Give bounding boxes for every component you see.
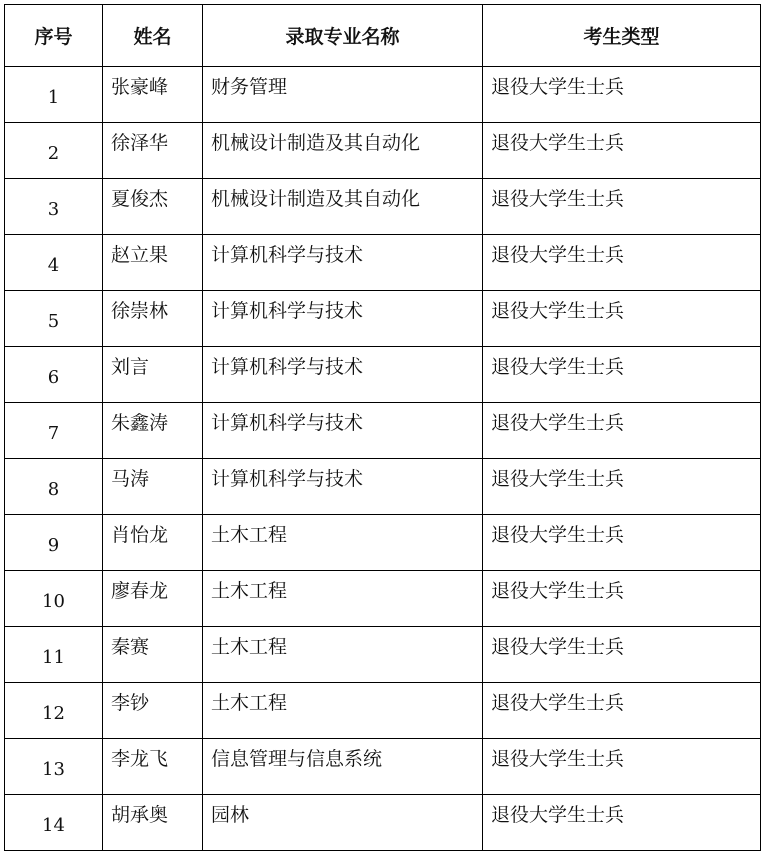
cell-major: 土木工程 <box>203 683 483 739</box>
cell-name: 张豪峰 <box>103 67 203 123</box>
cell-name: 李龙飞 <box>103 739 203 795</box>
cell-seq: 1 <box>5 67 103 123</box>
cell-name: 肖怡龙 <box>103 515 203 571</box>
cell-seq: 5 <box>5 291 103 347</box>
cell-type: 退役大学生士兵 <box>483 347 761 403</box>
cell-major: 计算机科学与技术 <box>203 403 483 459</box>
cell-seq: 4 <box>5 235 103 291</box>
cell-seq: 12 <box>5 683 103 739</box>
table-row <box>5 235 761 291</box>
cell-type: 退役大学生士兵 <box>483 515 761 571</box>
cell-name: 夏俊杰 <box>103 179 203 235</box>
cell-type: 退役大学生士兵 <box>483 123 761 179</box>
cell-name: 秦赛 <box>103 627 203 683</box>
cell-seq: 13 <box>5 739 103 795</box>
cell-major: 土木工程 <box>203 515 483 571</box>
cell-major: 信息管理与信息系统 <box>203 739 483 795</box>
cell-seq: 6 <box>5 347 103 403</box>
cell-name: 刘言 <box>103 347 203 403</box>
cell-seq: 10 <box>5 571 103 627</box>
header-type: 考生类型 <box>483 5 761 67</box>
cell-name: 胡承奥 <box>103 795 203 851</box>
table-body <box>5 67 761 851</box>
table-header <box>5 5 761 67</box>
cell-type: 退役大学生士兵 <box>483 739 761 795</box>
cell-major: 园林 <box>203 795 483 851</box>
cell-type: 退役大学生士兵 <box>483 683 761 739</box>
cell-type: 退役大学生士兵 <box>483 459 761 515</box>
cell-type: 退役大学生士兵 <box>483 627 761 683</box>
cell-type: 退役大学生士兵 <box>483 795 761 851</box>
cell-type: 退役大学生士兵 <box>483 235 761 291</box>
cell-type: 退役大学生士兵 <box>483 67 761 123</box>
cell-seq: 14 <box>5 795 103 851</box>
cell-major: 机械设计制造及其自动化 <box>203 123 483 179</box>
cell-seq: 2 <box>5 123 103 179</box>
table-row <box>5 739 761 795</box>
cell-name: 李钞 <box>103 683 203 739</box>
table-row <box>5 571 761 627</box>
cell-name: 廖春龙 <box>103 571 203 627</box>
cell-name: 赵立果 <box>103 235 203 291</box>
cell-type: 退役大学生士兵 <box>483 291 761 347</box>
table-row <box>5 515 761 571</box>
cell-major: 土木工程 <box>203 571 483 627</box>
cell-type: 退役大学生士兵 <box>483 179 761 235</box>
table-row <box>5 627 761 683</box>
table-row <box>5 795 761 851</box>
header-seq: 序号 <box>5 5 103 67</box>
table-row <box>5 123 761 179</box>
header-name: 姓名 <box>103 5 203 67</box>
header-major: 录取专业名称 <box>203 5 483 67</box>
cell-major: 计算机科学与技术 <box>203 291 483 347</box>
table-row <box>5 403 761 459</box>
cell-type: 退役大学生士兵 <box>483 571 761 627</box>
admission-table <box>4 4 761 851</box>
cell-name: 徐崇林 <box>103 291 203 347</box>
cell-seq: 11 <box>5 627 103 683</box>
table-row <box>5 459 761 515</box>
table-row <box>5 683 761 739</box>
cell-major: 土木工程 <box>203 627 483 683</box>
cell-type: 退役大学生士兵 <box>483 403 761 459</box>
cell-major: 计算机科学与技术 <box>203 459 483 515</box>
cell-major: 计算机科学与技术 <box>203 235 483 291</box>
cell-seq: 7 <box>5 403 103 459</box>
table-row <box>5 347 761 403</box>
header-row <box>5 5 761 67</box>
cell-major: 机械设计制造及其自动化 <box>203 179 483 235</box>
cell-name: 朱鑫涛 <box>103 403 203 459</box>
table-row <box>5 291 761 347</box>
table-row <box>5 179 761 235</box>
cell-major: 财务管理 <box>203 67 483 123</box>
cell-seq: 9 <box>5 515 103 571</box>
cell-name: 马涛 <box>103 459 203 515</box>
cell-name: 徐泽华 <box>103 123 203 179</box>
table-row <box>5 67 761 123</box>
cell-seq: 8 <box>5 459 103 515</box>
cell-major: 计算机科学与技术 <box>203 347 483 403</box>
cell-seq: 3 <box>5 179 103 235</box>
